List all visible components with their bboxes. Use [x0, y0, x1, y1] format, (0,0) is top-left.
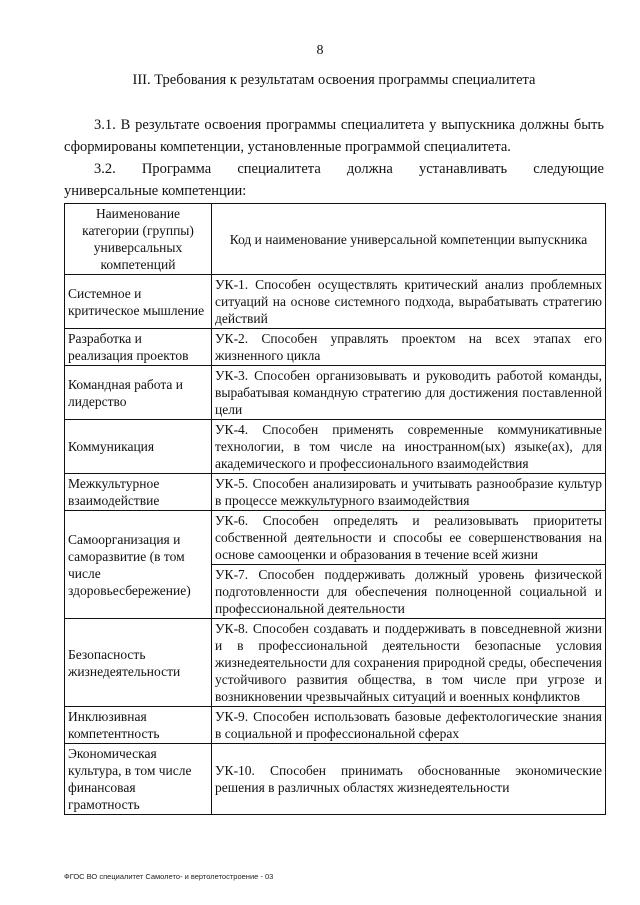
section-title: III. Требования к результатам освоения программы специалитета	[132, 72, 536, 88]
page-footer: ФГОС ВО специалитет Самолето- и вертолетостроение - 03	[64, 872, 274, 881]
table-row	[65, 707, 606, 744]
p2-word: устанавливать	[418, 161, 508, 177]
paragraph-3-2-first-line	[64, 158, 604, 180]
p2-word: должна	[346, 161, 393, 177]
competence-cell: УК-5. Способен анализировать и учитывать разнообразие культур в процессе межкультурного взаимодействия	[212, 474, 606, 511]
competence-cell: УК-8. Способен создавать и поддерживать в повседневной жизни и в профессиональной деятельности безопасные условия жизнедеятельности для сохранения природной среды, обеспечения устойчивого развития общества, в том числе при угрозе и возникновении чрезвычайных ситуаций и военных конфликтов	[212, 619, 606, 707]
category-cell: Инклюзивная компетентность	[65, 707, 212, 744]
category-cell: Разработка и реализация проектов	[65, 329, 212, 366]
page-number: 8	[316, 43, 324, 58]
category-cell: Системное и критическое мышление	[65, 275, 212, 329]
competence-cell: УК-9. Способен использовать базовые дефектологические знания в социальной и профессиональной сферах	[212, 707, 606, 744]
paragraph-3-2	[64, 158, 604, 202]
p2-word: специалитета	[237, 161, 321, 177]
competences-table	[64, 203, 606, 815]
p2-word: Программа	[141, 161, 212, 177]
paragraph-3-1	[64, 114, 604, 158]
table-row	[65, 420, 606, 474]
table-row	[65, 275, 606, 329]
category-cell: Коммуникация	[65, 420, 212, 474]
category-cell: Безопасность жизнедеятельности	[65, 619, 212, 707]
paragraph-3-1-text: 3.1. В результате освоения программы специалитета у выпускника должны быть сформированы компетенции, установленные программой специалитета.	[64, 117, 604, 155]
table-row	[65, 329, 606, 366]
table-row	[65, 511, 606, 565]
competence-cell: УК-2. Способен управлять проектом на всех этапах его жизненного цикла	[212, 329, 606, 366]
table-header-row	[65, 204, 606, 275]
competence-cell: УК-3. Способен организовывать и руководить работой команды, вырабатывая командную стратегию для достижения поставленной цели	[212, 366, 606, 420]
table-row	[65, 619, 606, 707]
p2-word: 3.2.	[94, 161, 116, 177]
table-row	[65, 744, 606, 815]
competence-cell: УК-10. Способен принимать обоснованные экономические решения в различных областях жизнедеятельности	[212, 744, 606, 815]
table-row	[65, 366, 606, 420]
category-cell: Самоорганизация и саморазвитие (в том числе здоровьесбережение)	[65, 511, 212, 619]
category-cell: Командная работа и лидерство	[65, 366, 212, 420]
header-category: Наименование категории (группы) универсальных компетенций	[65, 204, 212, 275]
competence-cell: УК-7. Способен поддерживать должный уровень физической подготовленности для обеспечения полноценной социальной и профессиональной деятельности	[212, 565, 606, 619]
header-competence: Код и наименование универсальной компетенции выпускника	[212, 204, 606, 275]
competence-cell: УК-1. Способен осуществлять критический анализ проблемных ситуаций на основе системного подхода, вырабатывать стратегию действий	[212, 275, 606, 329]
competence-cell: УК-6. Способен определять и реализовывать приоритеты собственной деятельности и способы ее совершенствования на основе самооценки и образования в течение всей жизни	[212, 511, 606, 565]
p2-word: следующие	[533, 161, 604, 177]
competence-cell: УК-4. Способен применять современные коммуникативные технологии, в том числе на иностранном(ых) языке(ах), для академического и профессионального взаимодействия	[212, 420, 606, 474]
category-cell: Межкультурное взаимодействие	[65, 474, 212, 511]
table-row	[65, 474, 606, 511]
category-cell: Экономическая культура, в том числе финансовая грамотность	[65, 744, 212, 815]
paragraph-3-2-continuation: универсальные компетенции:	[64, 183, 247, 199]
